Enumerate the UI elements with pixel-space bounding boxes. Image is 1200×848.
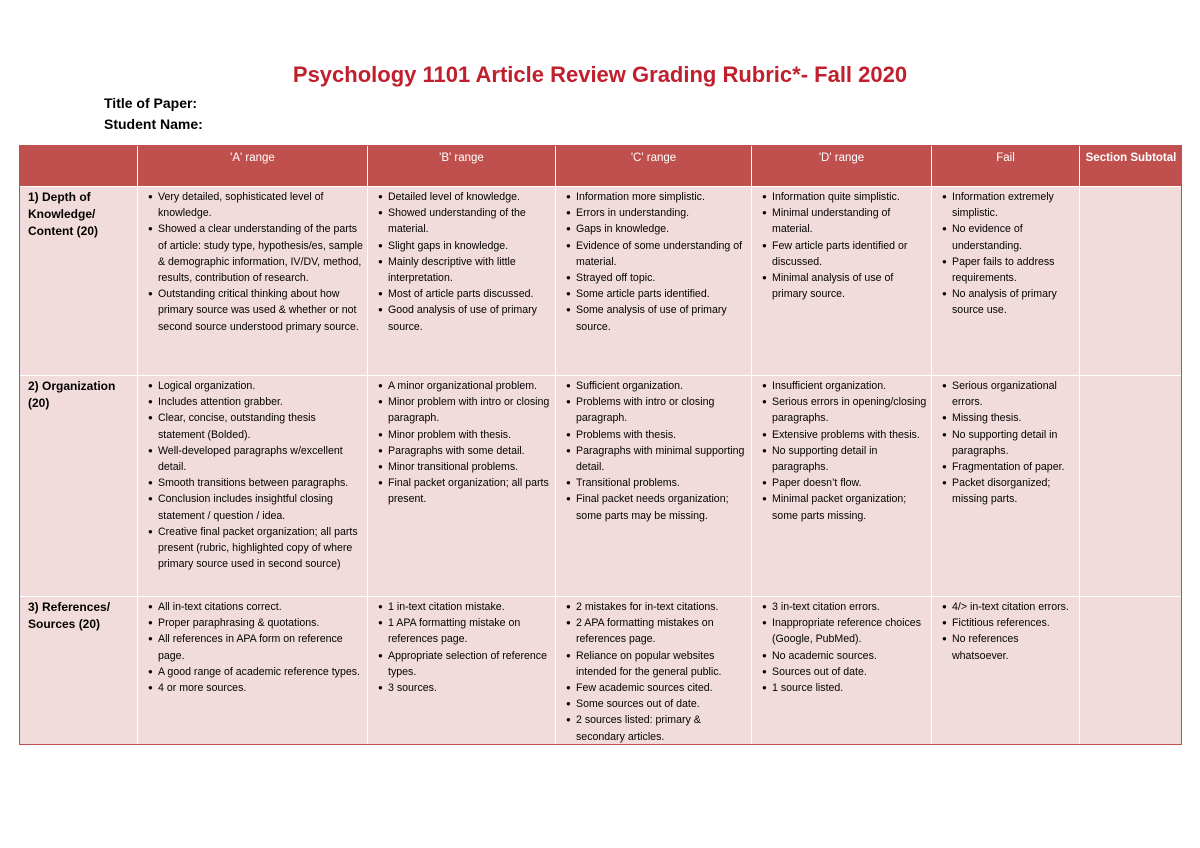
list-item: ● A minor organizational problem. (378, 378, 551, 394)
list-item: ● Logical organization. (148, 378, 363, 394)
list-item: ● Paragraphs with minimal supporting detail. (566, 443, 747, 475)
list-item: ● Some analysis of use of primary source. (566, 302, 747, 334)
rubric-row (20, 187, 1183, 376)
criterion-label: 1) Depth of Knowledge/ Content (20) (20, 187, 138, 376)
criteria-list (148, 378, 363, 572)
list-item: ● All references in APA form on reference page. (148, 631, 363, 663)
rubric-row (20, 597, 1183, 746)
criteria-list (942, 189, 1075, 319)
list-item: ● Serious organizational errors. (942, 378, 1075, 410)
cell-b-range (368, 597, 556, 746)
list-item: ● Outstanding critical thinking about how primary source was used & whether or not second source understood primary source. (148, 286, 363, 335)
list-item: ● 1 source listed. (762, 680, 927, 696)
header-section-subtotal: Section Subtotal (1080, 146, 1183, 187)
criteria-list (566, 189, 747, 335)
cell-c-range (556, 376, 752, 597)
list-item: ● Sufficient organization. (566, 378, 747, 394)
list-item: ● 2 APA formatting mistakes on references page. (566, 615, 747, 647)
list-item: ● No references whatsoever. (942, 631, 1075, 663)
list-item: ● Information more simplistic. (566, 189, 747, 205)
list-item: ● Few article parts identified or discussed. (762, 238, 927, 270)
list-item: ● 3 sources. (378, 680, 551, 696)
list-item: ● Errors in understanding. (566, 205, 747, 221)
list-item: ● 4 or more sources. (148, 680, 363, 696)
section-subtotal-cell[interactable] (1080, 187, 1183, 376)
list-item: ● Serious errors in opening/closing paragraphs. (762, 394, 927, 426)
criteria-list (942, 378, 1075, 508)
list-item: ● Reliance on popular websites intended for the general public. (566, 648, 747, 680)
criteria-list (378, 599, 551, 696)
cell-fail (932, 187, 1080, 376)
cell-b-range (368, 376, 556, 597)
header-c-range: 'C' range (556, 146, 752, 187)
list-item: ● Conclusion includes insightful closing statement / question / idea. (148, 491, 363, 523)
list-item: ● Packet disorganized; missing parts. (942, 475, 1075, 507)
list-item: ● Strayed off topic. (566, 270, 747, 286)
rubric-table (19, 145, 1183, 746)
list-item: ● No analysis of primary source use. (942, 286, 1075, 318)
cell-a-range (138, 376, 368, 597)
list-item: ● Creative final packet organization; all parts present (rubric, highlighted copy of where primary source used in second source) (148, 524, 363, 573)
section-subtotal-cell[interactable] (1080, 376, 1183, 597)
cell-d-range (752, 376, 932, 597)
cell-fail (932, 376, 1080, 597)
cell-c-range (556, 187, 752, 376)
list-item: ● Very detailed, sophisticated level of knowledge. (148, 189, 363, 221)
rubric-row (20, 376, 1183, 597)
list-item: ● Includes attention grabber. (148, 394, 363, 410)
criteria-list (942, 599, 1075, 664)
list-item: ● Detailed level of knowledge. (378, 189, 551, 205)
list-item: ● Mainly descriptive with little interpretation. (378, 254, 551, 286)
list-item: ● Minor problem with thesis. (378, 427, 551, 443)
list-item: ● 2 mistakes for in-text citations. (566, 599, 747, 615)
criteria-list (148, 599, 363, 696)
cell-c-range (556, 597, 752, 746)
criteria-list (762, 378, 927, 524)
list-item: ● No supporting detail in paragraphs. (942, 427, 1075, 459)
criterion-label: 3) References/ Sources (20) (20, 597, 138, 746)
header-fail: Fail (932, 146, 1080, 187)
cell-d-range (752, 597, 932, 746)
list-item: ● Slight gaps in knowledge. (378, 238, 551, 254)
list-item: ● Some sources out of date. (566, 696, 747, 712)
list-item: ● Most of article parts discussed. (378, 286, 551, 302)
list-item: ● Well-developed paragraphs w/excellent detail. (148, 443, 363, 475)
list-item: ● No academic sources. (762, 648, 927, 664)
header-a-range: 'A' range (138, 146, 368, 187)
list-item: ● Showed understanding of the material. (378, 205, 551, 237)
list-item: ● Gaps in knowledge. (566, 221, 747, 237)
list-item: ● 1 APA formatting mistake on references page. (378, 615, 551, 647)
list-item: ● 2 sources listed: primary & secondary articles. (566, 712, 747, 744)
list-item: ● 3 in-text citation errors. (762, 599, 927, 615)
list-item: ● Paper fails to address requirements. (942, 254, 1075, 286)
list-item: ● All in-text citations correct. (148, 599, 363, 615)
criterion-label: 2) Organization (20) (20, 376, 138, 597)
list-item: ● Minor transitional problems. (378, 459, 551, 475)
paper-title-label: Title of Paper: (104, 95, 198, 111)
list-item: ● No supporting detail in paragraphs. (762, 443, 927, 475)
list-item: ● Fragmentation of paper. (942, 459, 1075, 475)
list-item: ● Minimal packet organization; some parts missing. (762, 491, 927, 523)
list-item: ● Good analysis of use of primary source. (378, 302, 551, 334)
list-item: ● Minimal analysis of use of primary source. (762, 270, 927, 302)
criteria-list (148, 189, 363, 335)
list-item: ● Transitional problems. (566, 475, 747, 491)
list-item: ● Paragraphs with some detail. (378, 443, 551, 459)
list-item: ● Few academic sources cited. (566, 680, 747, 696)
criteria-list (566, 599, 747, 745)
list-item: ● Problems with thesis. (566, 427, 747, 443)
list-item: ● Smooth transitions between paragraphs. (148, 475, 363, 491)
list-item: ● Fictitious references. (942, 615, 1075, 631)
criteria-list (566, 378, 747, 524)
list-item: ● Final packet needs organization; some parts may be missing. (566, 491, 747, 523)
list-item: ● Some article parts identified. (566, 286, 747, 302)
list-item: ● Inappropriate reference choices (Google, PubMed). (762, 615, 927, 647)
header-d-range: 'D' range (752, 146, 932, 187)
criteria-list (378, 189, 551, 335)
list-item: ● Extensive problems with thesis. (762, 427, 927, 443)
list-item: ● Proper paraphrasing & quotations. (148, 615, 363, 631)
header-b-range: 'B' range (368, 146, 556, 187)
list-item: ● Insufficient organization. (762, 378, 927, 394)
list-item: ● Minimal understanding of material. (762, 205, 927, 237)
list-item: ● Appropriate selection of reference types. (378, 648, 551, 680)
criteria-list (762, 189, 927, 302)
list-item: ● A good range of academic reference types. (148, 664, 363, 680)
cell-b-range (368, 187, 556, 376)
list-item: ● Evidence of some understanding of material. (566, 238, 747, 270)
list-item: ● Problems with intro or closing paragraph. (566, 394, 747, 426)
list-item: ● No evidence of understanding. (942, 221, 1075, 253)
cell-fail (932, 597, 1080, 746)
list-item: ● Paper doesn’t flow. (762, 475, 927, 491)
list-item: ● Minor problem with intro or closing paragraph. (378, 394, 551, 426)
criteria-list (762, 599, 927, 696)
document-title: Psychology 1101 Article Review Grading Rubric*- Fall 2020 (292, 62, 908, 87)
list-item: ● Information extremely simplistic. (942, 189, 1075, 221)
section-subtotal-cell[interactable] (1080, 597, 1183, 746)
list-item: ● Missing thesis. (942, 410, 1075, 426)
cell-d-range (752, 187, 932, 376)
list-item: ● Information quite simplistic. (762, 189, 927, 205)
student-name-label: Student Name: (104, 116, 203, 132)
list-item: ● Clear, concise, outstanding thesis statement (Bolded). (148, 410, 363, 442)
header-criterion (20, 146, 138, 187)
list-item: ● 4/> in-text citation errors. (942, 599, 1075, 615)
list-item: ● Sources out of date. (762, 664, 927, 680)
list-item: ● Final packet organization; all parts present. (378, 475, 551, 507)
list-item: ● 1 in-text citation mistake. (378, 599, 551, 615)
list-item: ● Showed a clear understanding of the parts of article: study type, hypothesis/es, sample & demographic information, IV/DV, method, results, contribution of research. (148, 221, 363, 286)
cell-a-range (138, 187, 368, 376)
criteria-list (378, 378, 551, 508)
header-row (20, 146, 1183, 187)
cell-a-range (138, 597, 368, 746)
